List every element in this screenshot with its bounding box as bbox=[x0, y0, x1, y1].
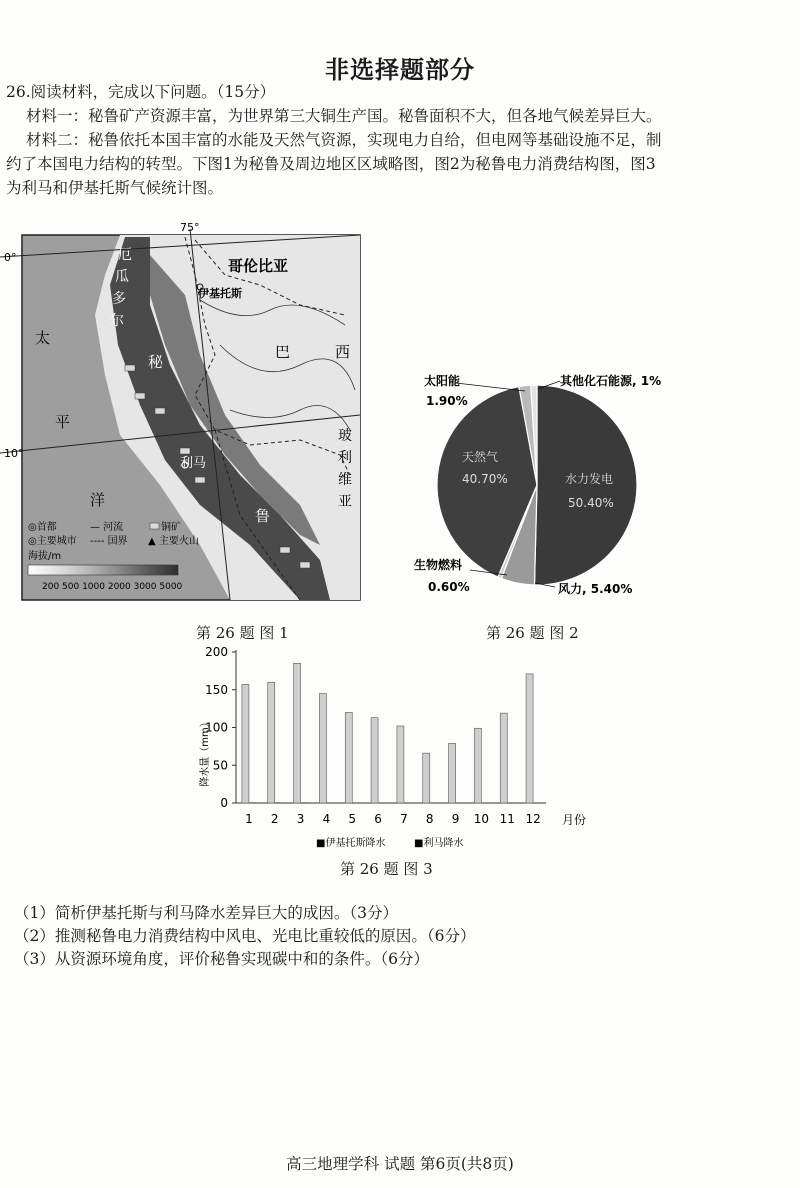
solar-label-name: 太阳能 bbox=[424, 374, 461, 388]
figure-3-caption: 第 26 题 图 3 bbox=[340, 860, 433, 878]
bar-lima bbox=[302, 802, 308, 803]
legend-volcano: ▲ 主要火山 bbox=[148, 536, 199, 547]
copper-mine bbox=[195, 477, 205, 483]
ocean-label-2: 平 bbox=[55, 413, 71, 431]
x-tick-label: 1 bbox=[245, 812, 253, 826]
bar-iquitos bbox=[345, 712, 352, 803]
bar-iquitos bbox=[294, 663, 301, 803]
copper-mine bbox=[300, 562, 310, 568]
lon-75-label: 75° bbox=[180, 221, 200, 234]
solar-label-value: 1.90% bbox=[426, 394, 468, 408]
bar-iquitos bbox=[397, 726, 404, 803]
x-tick-label: 3 bbox=[296, 812, 305, 826]
section-title: 非选择题部分 bbox=[325, 56, 475, 84]
legend-copper: 铜矿 bbox=[161, 522, 181, 533]
legend-elevation-ticks: 200 500 1000 2000 3000 5000 bbox=[42, 582, 183, 592]
y-tick-label: 100 bbox=[205, 720, 228, 735]
bar-iquitos bbox=[526, 674, 533, 803]
x-tick-label: 2 bbox=[270, 812, 279, 826]
material-2-line-2: 约了本国电力结构的转型。下图1为秘鲁及周边地区区域略图，图2为秘鲁电力消费结构图，图3 bbox=[6, 155, 656, 173]
ocean-label-1: 太 bbox=[35, 329, 51, 347]
x-tick-label: 7 bbox=[400, 812, 408, 826]
copper-mine bbox=[280, 547, 290, 553]
x-tick-label: 12 bbox=[525, 812, 541, 826]
subquestion-1: （1）简析伊基托斯与利马降水差异巨大的成因。（3分） bbox=[14, 904, 398, 922]
elevation-scale-bar bbox=[28, 565, 178, 575]
y-axis-label: 降水量（mm） bbox=[200, 717, 211, 787]
material-2-line-1: 材料二：秘鲁依托本国丰富的水能及天然气资源，实现电力自给，但电网等基础设施不足，制 bbox=[26, 131, 662, 149]
bolivia-label-4: 亚 bbox=[338, 494, 352, 510]
brazil-label-1: 巴 bbox=[275, 343, 291, 361]
bar-iquitos bbox=[449, 743, 456, 803]
copper-mine bbox=[155, 408, 165, 414]
bar-lima bbox=[276, 802, 282, 803]
copper-mine bbox=[135, 393, 145, 399]
other-fossil-label: 其他化石能源, 1% bbox=[560, 374, 662, 388]
legend-copper-swatch bbox=[150, 523, 159, 529]
biofuel-label-name: 生物燃料 bbox=[414, 558, 463, 572]
y-tick-label: 200 bbox=[205, 645, 228, 659]
bolivia-label-2: 利 bbox=[338, 450, 352, 466]
bolivia-label-3: 维 bbox=[338, 472, 352, 488]
ecuador-label-3: 多 bbox=[112, 291, 126, 307]
bar-iquitos bbox=[474, 728, 481, 803]
colombia-label: 哥伦比亚 bbox=[228, 257, 289, 275]
y-tick-label: 0 bbox=[220, 796, 228, 810]
bar-series bbox=[242, 663, 533, 803]
x-tick-label: 9 bbox=[451, 812, 460, 826]
lima-label: 利马 bbox=[180, 456, 207, 471]
bar-lima bbox=[250, 802, 256, 803]
gas-label-value: 40.70% bbox=[462, 472, 508, 486]
copper-mine bbox=[180, 448, 190, 454]
ecuador-label-4: 尔 bbox=[110, 313, 124, 329]
iquitos-label: 伊基托斯 bbox=[198, 287, 242, 300]
x-axis-unit: 月份 bbox=[562, 813, 587, 827]
hydro-label-name: 水力发电 bbox=[565, 472, 614, 486]
lat-10-label: 10° bbox=[4, 447, 24, 460]
ecuador-label-2: 瓜 bbox=[115, 269, 129, 285]
region-map bbox=[0, 215, 372, 605]
bar-iquitos bbox=[242, 684, 249, 803]
x-tick-label: 11 bbox=[499, 812, 515, 826]
page-footer: 高三地理学科 试题 第6页(共8页) bbox=[286, 1155, 514, 1173]
legend-river: — 河流 bbox=[90, 522, 124, 533]
legend-city: ◎主要城市 bbox=[28, 536, 77, 547]
x-tick-label: 5 bbox=[348, 812, 357, 826]
ecuador-label-1: 厄 bbox=[118, 247, 132, 263]
material-2-line-3: 为利马和伊基托斯气候统计图。 bbox=[6, 179, 224, 197]
bar-iquitos bbox=[500, 713, 507, 803]
subquestion-2: （2）推测秘鲁电力消费结构中风电、光电比重较低的原因。（6分） bbox=[14, 927, 476, 945]
copper-mine bbox=[125, 365, 135, 371]
x-tick-label: 6 bbox=[374, 812, 382, 826]
bar-iquitos bbox=[423, 753, 430, 803]
figure-2-caption: 第 26 题 图 2 bbox=[486, 624, 579, 642]
brazil-label-2: 西 bbox=[335, 343, 351, 361]
lat-0-label: 0° bbox=[4, 251, 17, 264]
hydro-label-value: 50.40% bbox=[568, 496, 614, 510]
y-tick-label: 150 bbox=[205, 682, 228, 697]
ocean-label-3: 洋 bbox=[90, 491, 106, 509]
wind-label: 风力, 5.40% bbox=[558, 582, 633, 596]
question-heading: 26.阅读材料，完成以下问题。（15分） bbox=[6, 83, 276, 101]
bolivia-label-1: 玻 bbox=[338, 428, 352, 444]
precipitation-bar-chart bbox=[188, 640, 608, 860]
peru-label-2: 鲁 bbox=[255, 507, 271, 525]
bar-iquitos bbox=[268, 682, 275, 803]
x-tick-label: 8 bbox=[425, 812, 434, 826]
biofuel-label-value: 0.60% bbox=[428, 580, 470, 594]
legend-lima: ■利马降水 bbox=[414, 838, 464, 849]
legend-iquitos: ■伊基托斯降水 bbox=[316, 838, 386, 849]
legend-capital: ◎首都 bbox=[28, 522, 57, 533]
material-1: 材料一：秘鲁矿产资源丰富，为世界第三大铜生产国。秘鲁面积不大，但各地气候差异巨大。 bbox=[26, 107, 662, 125]
legend-elevation-title: 海拔/m bbox=[28, 551, 62, 562]
x-tick-label: 4 bbox=[322, 812, 331, 826]
gas-label-name: 天然气 bbox=[462, 450, 499, 464]
x-tick-label: 10 bbox=[473, 812, 490, 826]
peru-label-1: 秘 bbox=[148, 353, 164, 371]
bar-iquitos bbox=[319, 694, 326, 803]
bar-axes bbox=[236, 650, 546, 803]
bar-iquitos bbox=[371, 718, 378, 803]
y-tick-label: 50 bbox=[212, 758, 228, 773]
subquestion-3: （3）从资源环境角度，评价秘鲁实现碳中和的条件。（6分） bbox=[14, 950, 429, 968]
figure-1-caption: 第 26 题 图 1 bbox=[196, 624, 289, 642]
legend-border: ---- 国界 bbox=[90, 536, 128, 547]
power-consumption-pie bbox=[410, 365, 700, 605]
